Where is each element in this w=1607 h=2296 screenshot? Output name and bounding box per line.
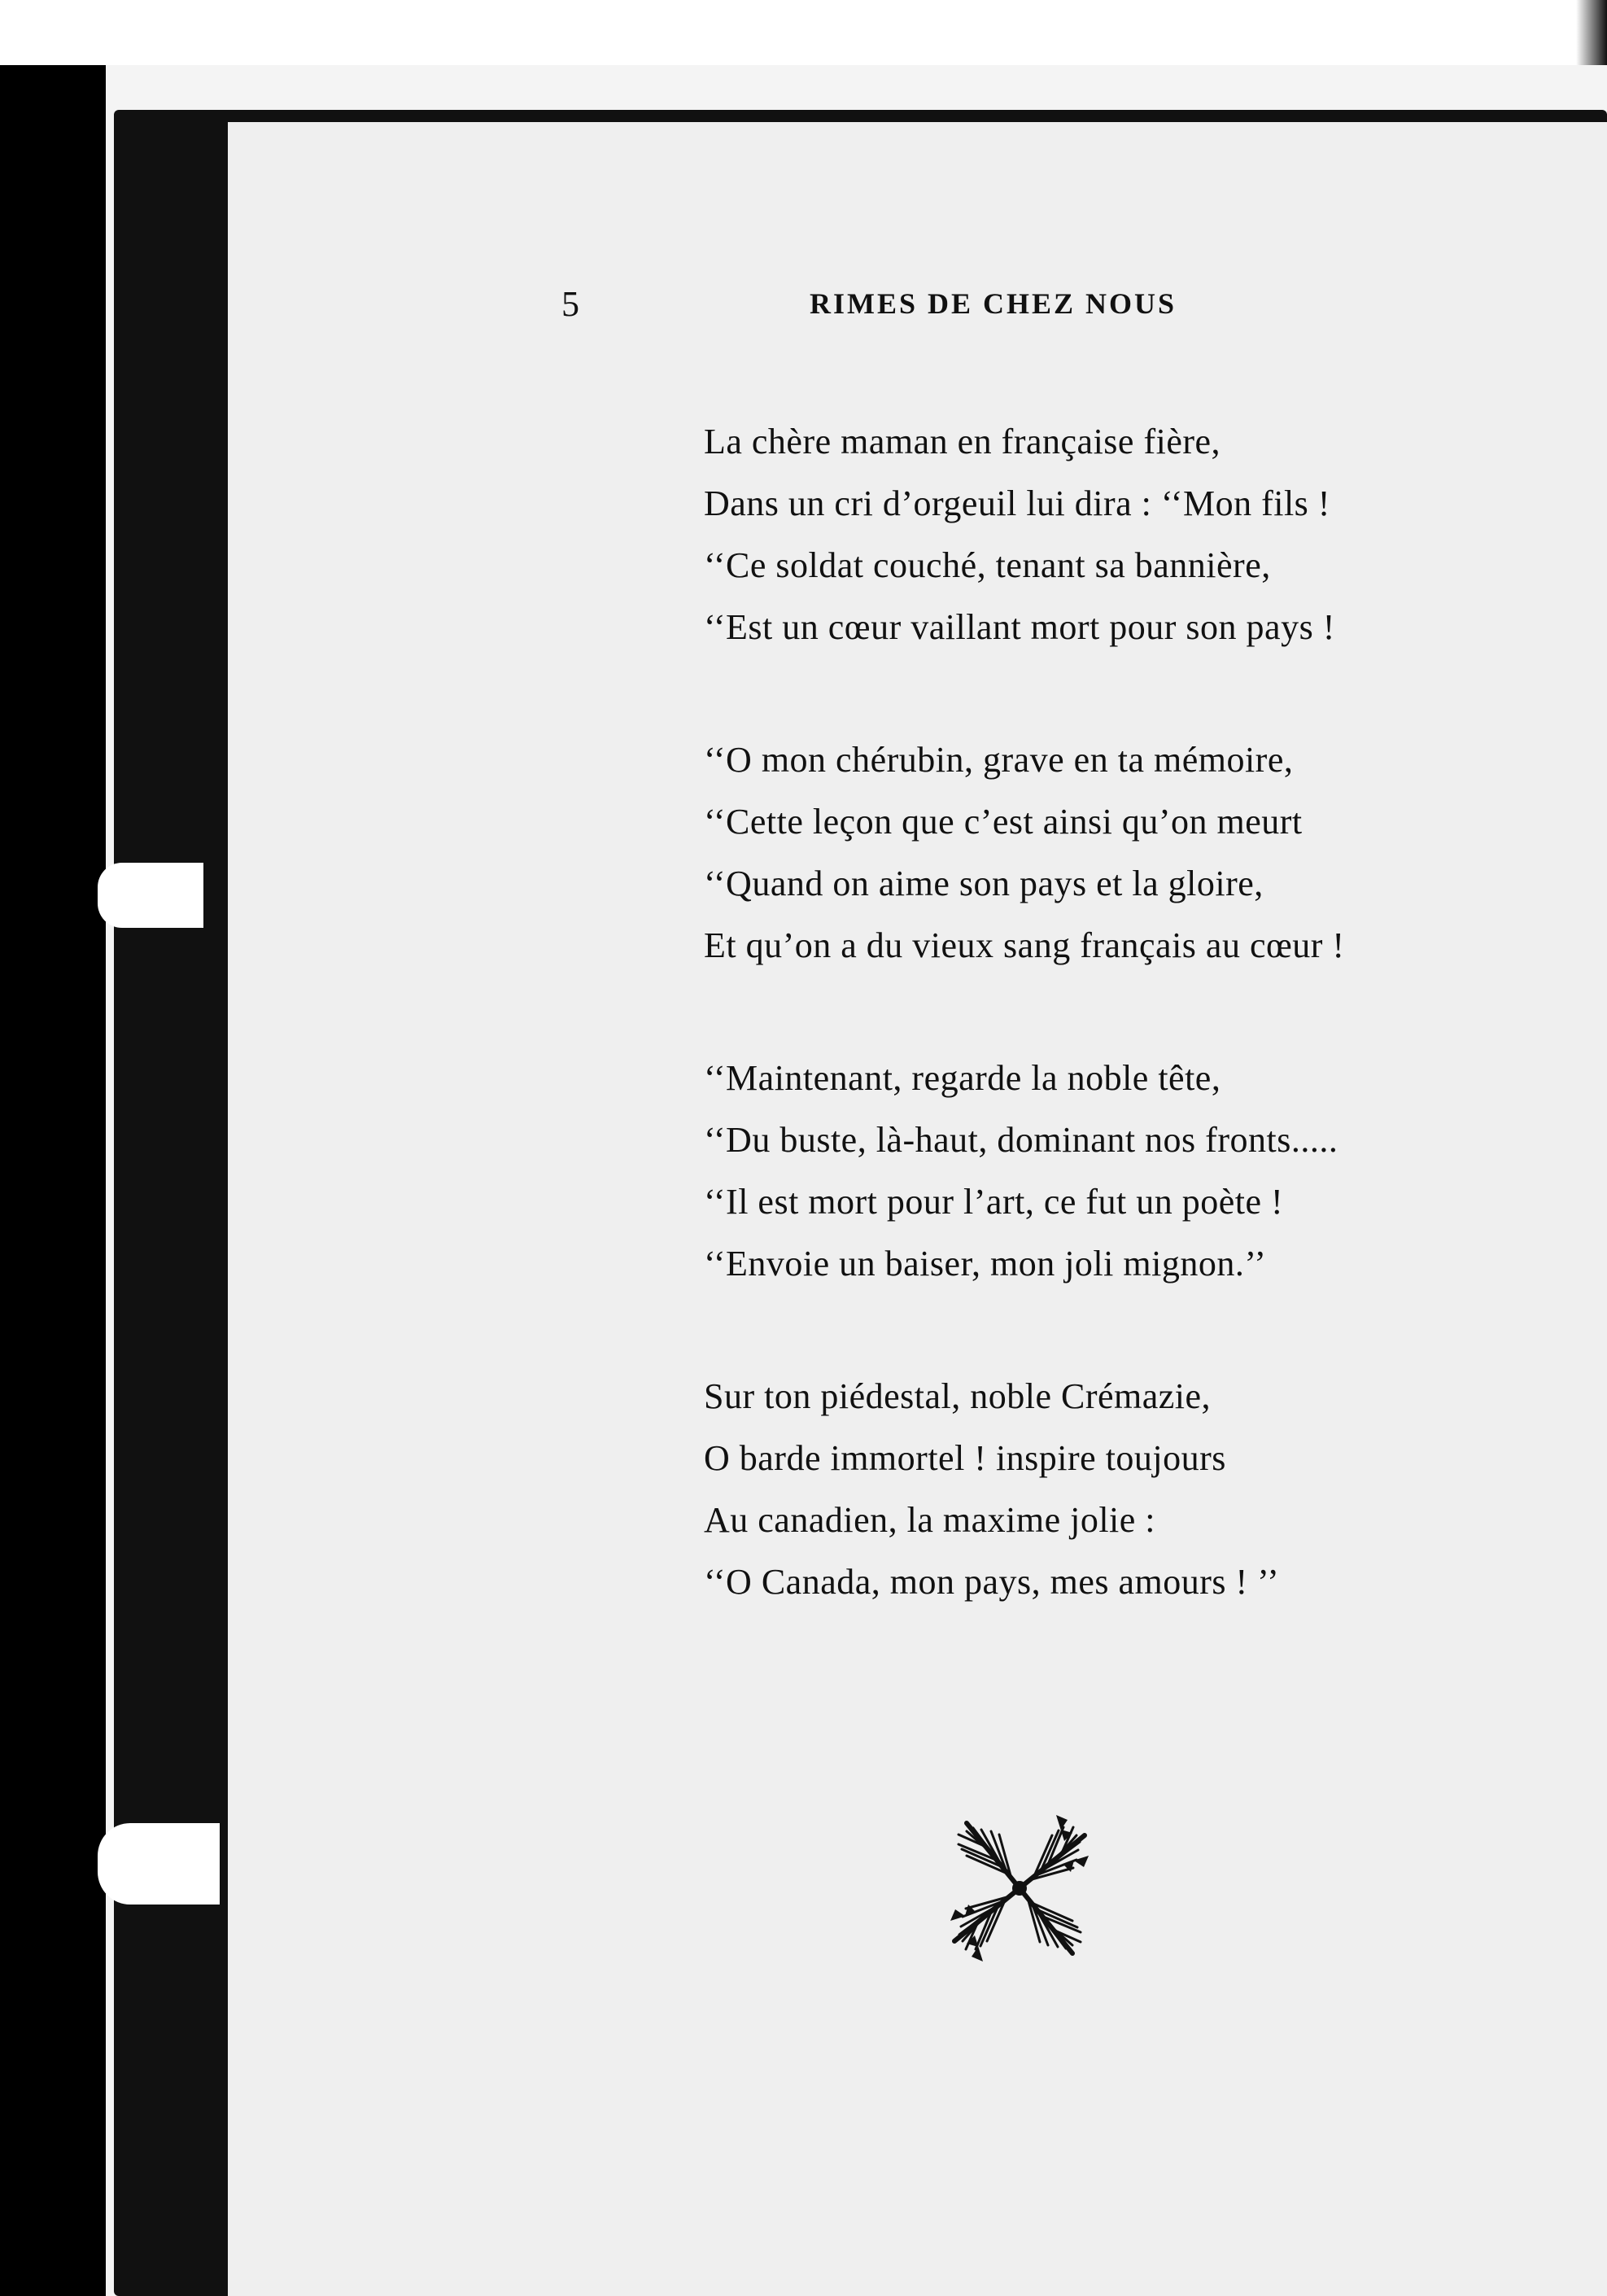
binding-notch-lower [98,1823,220,1905]
poem-line: Et qu’on a du vieux sang français au cœur ! [704,925,1345,965]
poem [704,411,1345,1684]
stanza-3 [704,1047,1345,1295]
poem-line: ‘‘O mon chérubin, grave en ta mémoire, [704,740,1294,780]
poem-line: Dans un cri d’orgeuil lui dira : ‘‘Mon fils ! [704,483,1330,523]
scan-top-margin [0,0,1607,65]
poem-line: ‘‘Maintenant, regarde la noble tête, [704,1058,1221,1098]
pine-bough-ornament-icon [934,1799,1105,1978]
poem-line: ‘‘Quand on aime son pays et la gloire, [704,864,1264,903]
scan-edge-shadow [1221,0,1607,65]
poem-line: ‘‘Du buste, là-haut, dominant nos fronts..... [704,1120,1338,1160]
poem-line: La chère maman en française fière, [704,422,1221,461]
poem-line: ‘‘Envoie un baiser, mon joli mignon.’’ [704,1244,1267,1284]
poem-line: ‘‘Cette leçon que c’est ainsi qu’on meurt [704,802,1303,842]
stanza-2 [704,729,1345,977]
page-number: 5 [561,284,579,324]
poem-line: ‘‘O Canada, mon pays, mes amours ! ’’ [704,1562,1280,1602]
stanza-1 [704,411,1345,658]
poem-line: O barde immortel ! inspire toujours [704,1438,1226,1478]
poem-line: Sur ton piédestal, noble Crémazie, [704,1376,1212,1416]
stanza-4 [704,1366,1345,1613]
poem-line: ‘‘Ce soldat couché, tenant sa bannière, [704,545,1271,585]
poem-line: Au canadien, la maxime jolie : [704,1500,1156,1540]
running-head: RIMES DE CHEZ NOUS [810,287,1177,320]
binding-notch-upper [98,863,203,928]
poem-line: ‘‘Il est mort pour l’art, ce fut un poète ! [704,1182,1284,1222]
poem-line: ‘‘Est un cœur vaillant mort pour son pays ! [704,607,1335,647]
